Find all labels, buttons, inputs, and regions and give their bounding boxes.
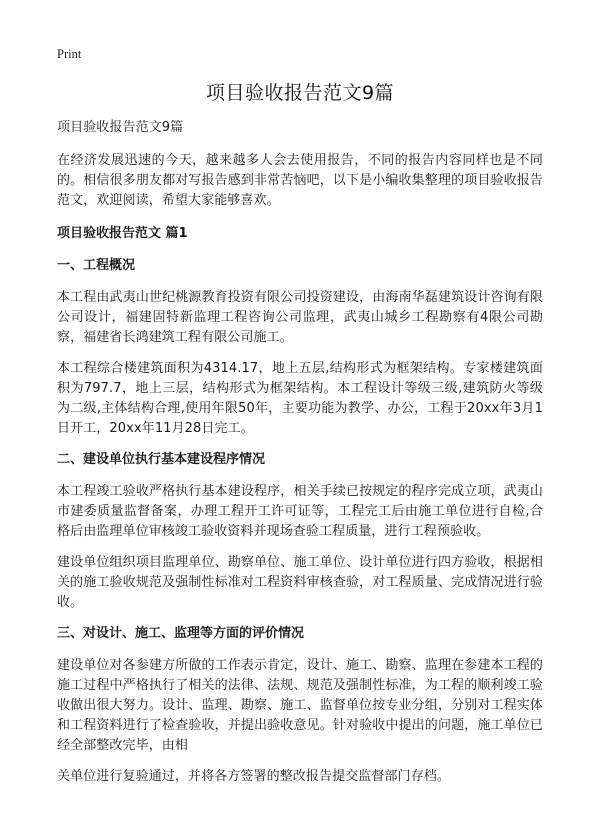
section-3-paragraph-2: 关单位进行复验通过，并将各方签署的整改报告提交监督部门存档。 bbox=[57, 769, 451, 784]
document-body bbox=[57, 118, 543, 798]
section-heading-3: 三、对设计、施工、监理等方面的评价情况 bbox=[57, 626, 305, 641]
print-link[interactable]: Print bbox=[57, 47, 82, 61]
section-1-paragraph-1: 本工程由武夷山世纪桃源教育投资有限公司投资建设，由海南华磊建筑设计咨询有限公司设计，福建固特新监理工程咨询公司监理，武夷山城乡工程勘察有4限公司勘察，福建省长鸿建筑工程有限公司施工。 bbox=[57, 290, 543, 345]
section-2-paragraph-2: 建设单位组织项目监理单位、勘察单位、施工单位、设计单位进行四方验收，根据相关的施工验收规范及强制性标准对工程资料审核查验，对工程质量、完成情况进行验收。 bbox=[57, 555, 543, 610]
article-heading: 项目验收报告范文 篇1 bbox=[57, 226, 188, 241]
document-subtitle: 项目验收报告范文9篇 bbox=[57, 120, 184, 135]
section-heading-2: 二、建设单位执行基本建设程序情况 bbox=[57, 452, 266, 467]
section-3-paragraph-1: 建设单位对各参建方所做的工作表示肯定，设计、施工、勘察、监理在参建本工程的施工过程中严格执行了相关的法律、法规、规范及强制性标准，为工程的顺利竣工验收做出很大努力。设计、监理、勘察、施工、监督单位按专业分组，分别对工程实体和工程资料进行了检查验收，并提出验收意见。针对验收中提出的问题，施工单位已经全部整改完毕，由相 bbox=[57, 658, 543, 753]
section-2-paragraph-1: 本工程竣工验收严格执行基本建设程序，相关手续已按规定的程序完成立项，武夷山市建委质量监督备案，办理工程开工许可证等，工程完工后由施工单位进行自检,合格后由监理单位审核竣工验收资料并现场查验工程质量，进行工程预验收。 bbox=[57, 484, 543, 539]
page-title: 项目验收报告范文9篇 bbox=[205, 82, 395, 104]
intro-paragraph: 在经济发展迅速的今天，越来越多人会去使用报告，不同的报告内容同样也是不同的。相信很多朋友都对写报告感到非常苦恼吧，以下是小编收集整理的项目验收报告范文，欢迎阅读，希望大家能够喜欢。 bbox=[57, 153, 543, 208]
section-heading-1: 一、工程概况 bbox=[57, 258, 136, 273]
section-1-paragraph-2: 本工程综合楼建筑面积为4314.17，地上五层,结构形式为框架结构。专家楼建筑面积为797.7，地上三层，结构形式为框架结构。本工程设计等级三级,建筑防火等级为二级,主体结构合理,使用年限50年，主要功能为教学、办公，工程于20xx年3月1日开工，20xx年11月28日完工。 bbox=[57, 361, 543, 436]
